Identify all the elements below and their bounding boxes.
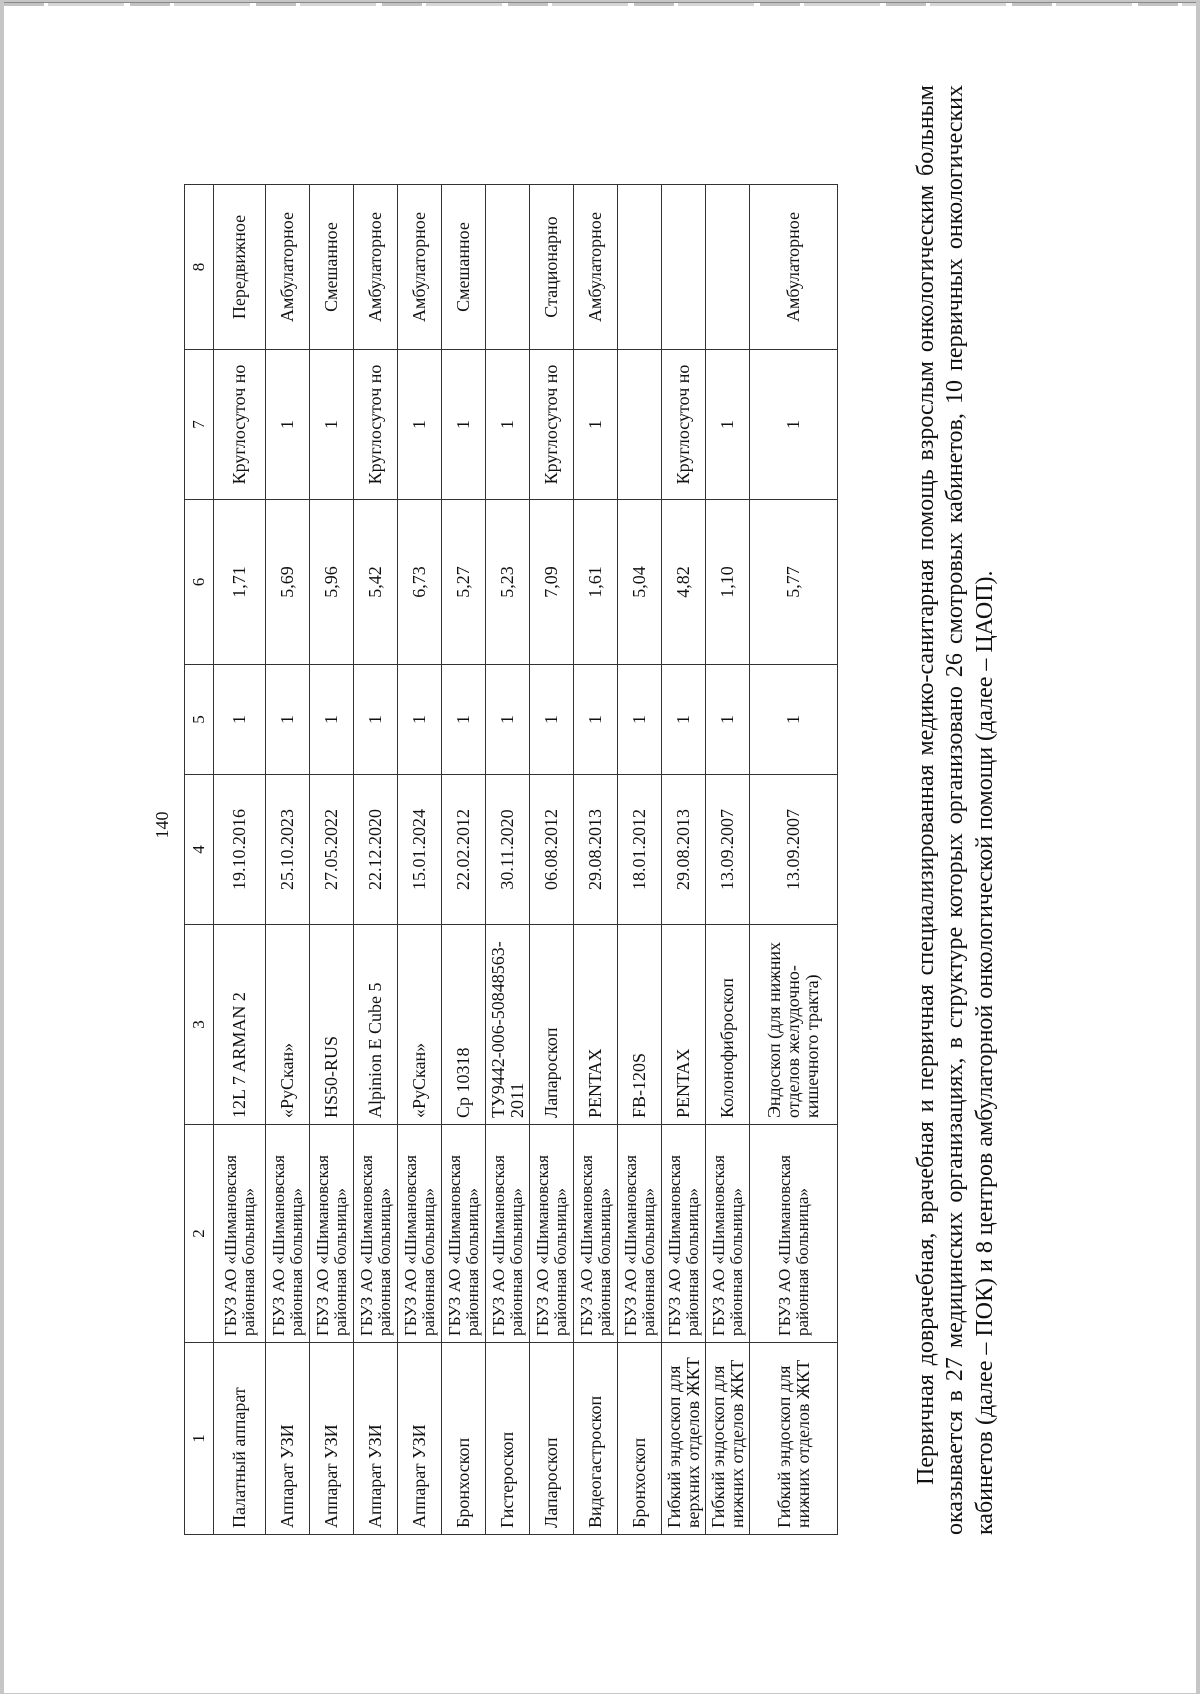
table-cell: 1 bbox=[574, 350, 618, 500]
table-cell: Гибкий эндоскоп для нижних отделов ЖКТ bbox=[706, 1343, 750, 1535]
table-cell: Круглосуточ но bbox=[354, 350, 398, 500]
table-cell: 1,10 bbox=[706, 500, 750, 665]
table-cell: 5,42 bbox=[354, 500, 398, 665]
header-cell: 5 bbox=[185, 665, 214, 775]
table-cell: ГБУЗ АО «Шимановская районная больница» bbox=[310, 1125, 354, 1343]
table-cell: 5,77 bbox=[750, 500, 838, 665]
table-cell: ГБУЗ АО «Шимановская районная больница» bbox=[618, 1125, 662, 1343]
table-cell: FB-120S bbox=[618, 925, 662, 1125]
table-cell: 25.10.2023 bbox=[266, 775, 310, 925]
table-cell: 29.08.2013 bbox=[662, 775, 706, 925]
table-cell: 1 bbox=[530, 665, 574, 775]
table-cell: 22.12.2020 bbox=[354, 775, 398, 925]
table-cell: 18.01.2012 bbox=[618, 775, 662, 925]
table-cell: ГБУЗ АО «Шимановская районная больница» bbox=[486, 1125, 530, 1343]
table-cell: 1 bbox=[398, 350, 442, 500]
table-cell: Гибкий эндоскоп для нижних отделов ЖКТ bbox=[750, 1343, 838, 1535]
header-cell: 1 bbox=[185, 1343, 214, 1535]
table-cell: Смешанное bbox=[442, 185, 486, 350]
table-cell: Видеогастроскоп bbox=[574, 1343, 618, 1535]
table-cell: Передвижное bbox=[214, 185, 266, 350]
table-cell: ГБУЗ АО «Шимановская районная больница» bbox=[662, 1125, 706, 1343]
table-cell: 1 bbox=[354, 665, 398, 775]
equipment-table bbox=[184, 184, 838, 1535]
table-cell: 1 bbox=[266, 350, 310, 500]
table-cell: 1 bbox=[618, 665, 662, 775]
table-cell: ГБУЗ АО «Шимановская районная больница» bbox=[530, 1125, 574, 1343]
header-cell: 3 bbox=[185, 925, 214, 1125]
table-cell: Палатный аппарат bbox=[214, 1343, 266, 1535]
table-cell: 12L 7 ARMAN 2 bbox=[214, 925, 266, 1125]
table-cell: 5,69 bbox=[266, 500, 310, 665]
header-cell: 2 bbox=[185, 1125, 214, 1343]
table-cell: Гибкий эндоскоп для верхних отделов ЖКТ bbox=[662, 1343, 706, 1535]
table-cell: Стационарно bbox=[530, 185, 574, 350]
rotated-content bbox=[112, 55, 1152, 1595]
table-cell: 5,96 bbox=[310, 500, 354, 665]
table-row bbox=[618, 185, 662, 1535]
table-cell: Гистероскоп bbox=[486, 1343, 530, 1535]
table-cell: 4,82 bbox=[662, 500, 706, 665]
table-cell: 1 bbox=[310, 350, 354, 500]
table-cell: 1,61 bbox=[574, 500, 618, 665]
table-cell bbox=[706, 185, 750, 350]
table-cell: 1 bbox=[662, 665, 706, 775]
table-cell: Лапароскоп bbox=[530, 925, 574, 1125]
table-cell: 5,27 bbox=[442, 500, 486, 665]
table-cell: 1 bbox=[706, 665, 750, 775]
table-cell: 06.08.2012 bbox=[530, 775, 574, 925]
table-row bbox=[530, 185, 574, 1535]
table-cell: Смешанное bbox=[310, 185, 354, 350]
table-cell: 1 bbox=[750, 350, 838, 500]
table-cell: ГБУЗ АО «Шимановская районная больница» bbox=[574, 1125, 618, 1343]
header-cell: 8 bbox=[185, 185, 214, 350]
table-cell: Аппарат УЗИ bbox=[398, 1343, 442, 1535]
table-row bbox=[574, 185, 618, 1535]
table-cell: 19.10.2016 bbox=[214, 775, 266, 925]
table-row bbox=[442, 185, 486, 1535]
table-cell bbox=[618, 185, 662, 350]
table-cell: 22.02.2012 bbox=[442, 775, 486, 925]
table-header-row bbox=[185, 185, 214, 1535]
table-cell: 5,04 bbox=[618, 500, 662, 665]
table-cell: Круглосуточ но bbox=[214, 350, 266, 500]
table-row bbox=[310, 185, 354, 1535]
table-cell: Колонофиброскоп bbox=[706, 925, 750, 1125]
table-cell: «РуСкан» bbox=[398, 925, 442, 1125]
table-cell: Аппарат УЗИ bbox=[266, 1343, 310, 1535]
table-cell: Cp 10318 bbox=[442, 925, 486, 1125]
table-cell bbox=[618, 350, 662, 500]
document-page bbox=[4, 2, 1196, 1693]
table-cell: ТУ9442-006-50848563-2011 bbox=[486, 925, 530, 1125]
table-cell: ГБУЗ АО «Шимановская районная больница» bbox=[750, 1125, 838, 1343]
table-cell: 1 bbox=[214, 665, 266, 775]
table-cell: 5,23 bbox=[486, 500, 530, 665]
table-cell: ГБУЗ АО «Шимановская районная больница» bbox=[706, 1125, 750, 1343]
table-cell: 1 bbox=[486, 350, 530, 500]
table-cell: Аппарат УЗИ bbox=[310, 1343, 354, 1535]
page-number: 140 bbox=[152, 811, 172, 839]
table-cell: Амбулаторное bbox=[354, 185, 398, 350]
table-row bbox=[486, 185, 530, 1535]
table-cell: 1 bbox=[750, 665, 838, 775]
table-cell: 29.08.2013 bbox=[574, 775, 618, 925]
table-row bbox=[662, 185, 706, 1535]
table-row bbox=[354, 185, 398, 1535]
table-cell: 1 bbox=[442, 350, 486, 500]
table-row bbox=[266, 185, 310, 1535]
table-cell bbox=[486, 185, 530, 350]
table-cell: Амбулаторное bbox=[750, 185, 838, 350]
table-cell: ГБУЗ АО «Шимановская районная больница» bbox=[442, 1125, 486, 1343]
header-cell: 6 bbox=[185, 500, 214, 665]
table-cell: Бронхоскоп bbox=[618, 1343, 662, 1535]
table-row bbox=[398, 185, 442, 1535]
table-cell: ГБУЗ АО «Шимановская районная больница» bbox=[266, 1125, 310, 1343]
table-cell: Амбулаторное bbox=[266, 185, 310, 350]
table-cell: 1 bbox=[310, 665, 354, 775]
table-cell: HS50-RUS bbox=[310, 925, 354, 1125]
table-cell: Бронхоскоп bbox=[442, 1343, 486, 1535]
table-cell: 1 bbox=[706, 350, 750, 500]
table-cell: Круглосуточ но bbox=[662, 350, 706, 500]
table-cell: 27.05.2022 bbox=[310, 775, 354, 925]
table-cell: Эндоскоп (для нижних отделов желудочно-кишечного тракта) bbox=[750, 925, 838, 1125]
table-cell: Аппарат УЗИ bbox=[354, 1343, 398, 1535]
body-paragraph: Первичная доврачебная, врачебная и первичная специализированная медико-санитарная помощь взрослым онкологическим больным оказывается в 27 медицинских организациях, в структуре которых организовано 26 смотровых кабинетов, 10 первичных онкологических кабинетов (далее – ПОК) и 8 центров амбулаторной онкологической помощи (далее – ЦАОП). bbox=[913, 85, 998, 1535]
scan-edge bbox=[4, 3, 1196, 6]
table-cell: Круглосуточ но bbox=[530, 350, 574, 500]
table-cell: «РуСкан» bbox=[266, 925, 310, 1125]
table-cell: PENTAX bbox=[574, 925, 618, 1125]
table-cell: 1 bbox=[574, 665, 618, 775]
table-cell: 1,71 bbox=[214, 500, 266, 665]
table-cell: 7,09 bbox=[530, 500, 574, 665]
table-cell: 30.11.2020 bbox=[486, 775, 530, 925]
table-cell: 1 bbox=[398, 665, 442, 775]
table-cell: ГБУЗ АО «Шимановская районная больница» bbox=[354, 1125, 398, 1343]
table-row bbox=[214, 185, 266, 1535]
table-cell bbox=[662, 185, 706, 350]
table-cell: 1 bbox=[266, 665, 310, 775]
table-cell: 15.01.2024 bbox=[398, 775, 442, 925]
table-cell: Alpinion E Cube 5 bbox=[354, 925, 398, 1125]
table-cell: 13.09.2007 bbox=[706, 775, 750, 925]
table-cell: 6,73 bbox=[398, 500, 442, 665]
table-cell: Амбулаторное bbox=[398, 185, 442, 350]
table-row bbox=[750, 185, 838, 1535]
table-cell: 1 bbox=[442, 665, 486, 775]
table-row bbox=[706, 185, 750, 1535]
table-cell: ГБУЗ АО «Шимановская районная больница» bbox=[214, 1125, 266, 1343]
header-cell: 7 bbox=[185, 350, 214, 500]
table-cell: PENTAX bbox=[662, 925, 706, 1125]
table-cell: 13.09.2007 bbox=[750, 775, 838, 925]
header-cell: 4 bbox=[185, 775, 214, 925]
table-cell: Амбулаторное bbox=[574, 185, 618, 350]
table-cell: 1 bbox=[486, 665, 530, 775]
table-cell: Лапароскоп bbox=[530, 1343, 574, 1535]
table-cell: ГБУЗ АО «Шимановская районная больница» bbox=[398, 1125, 442, 1343]
